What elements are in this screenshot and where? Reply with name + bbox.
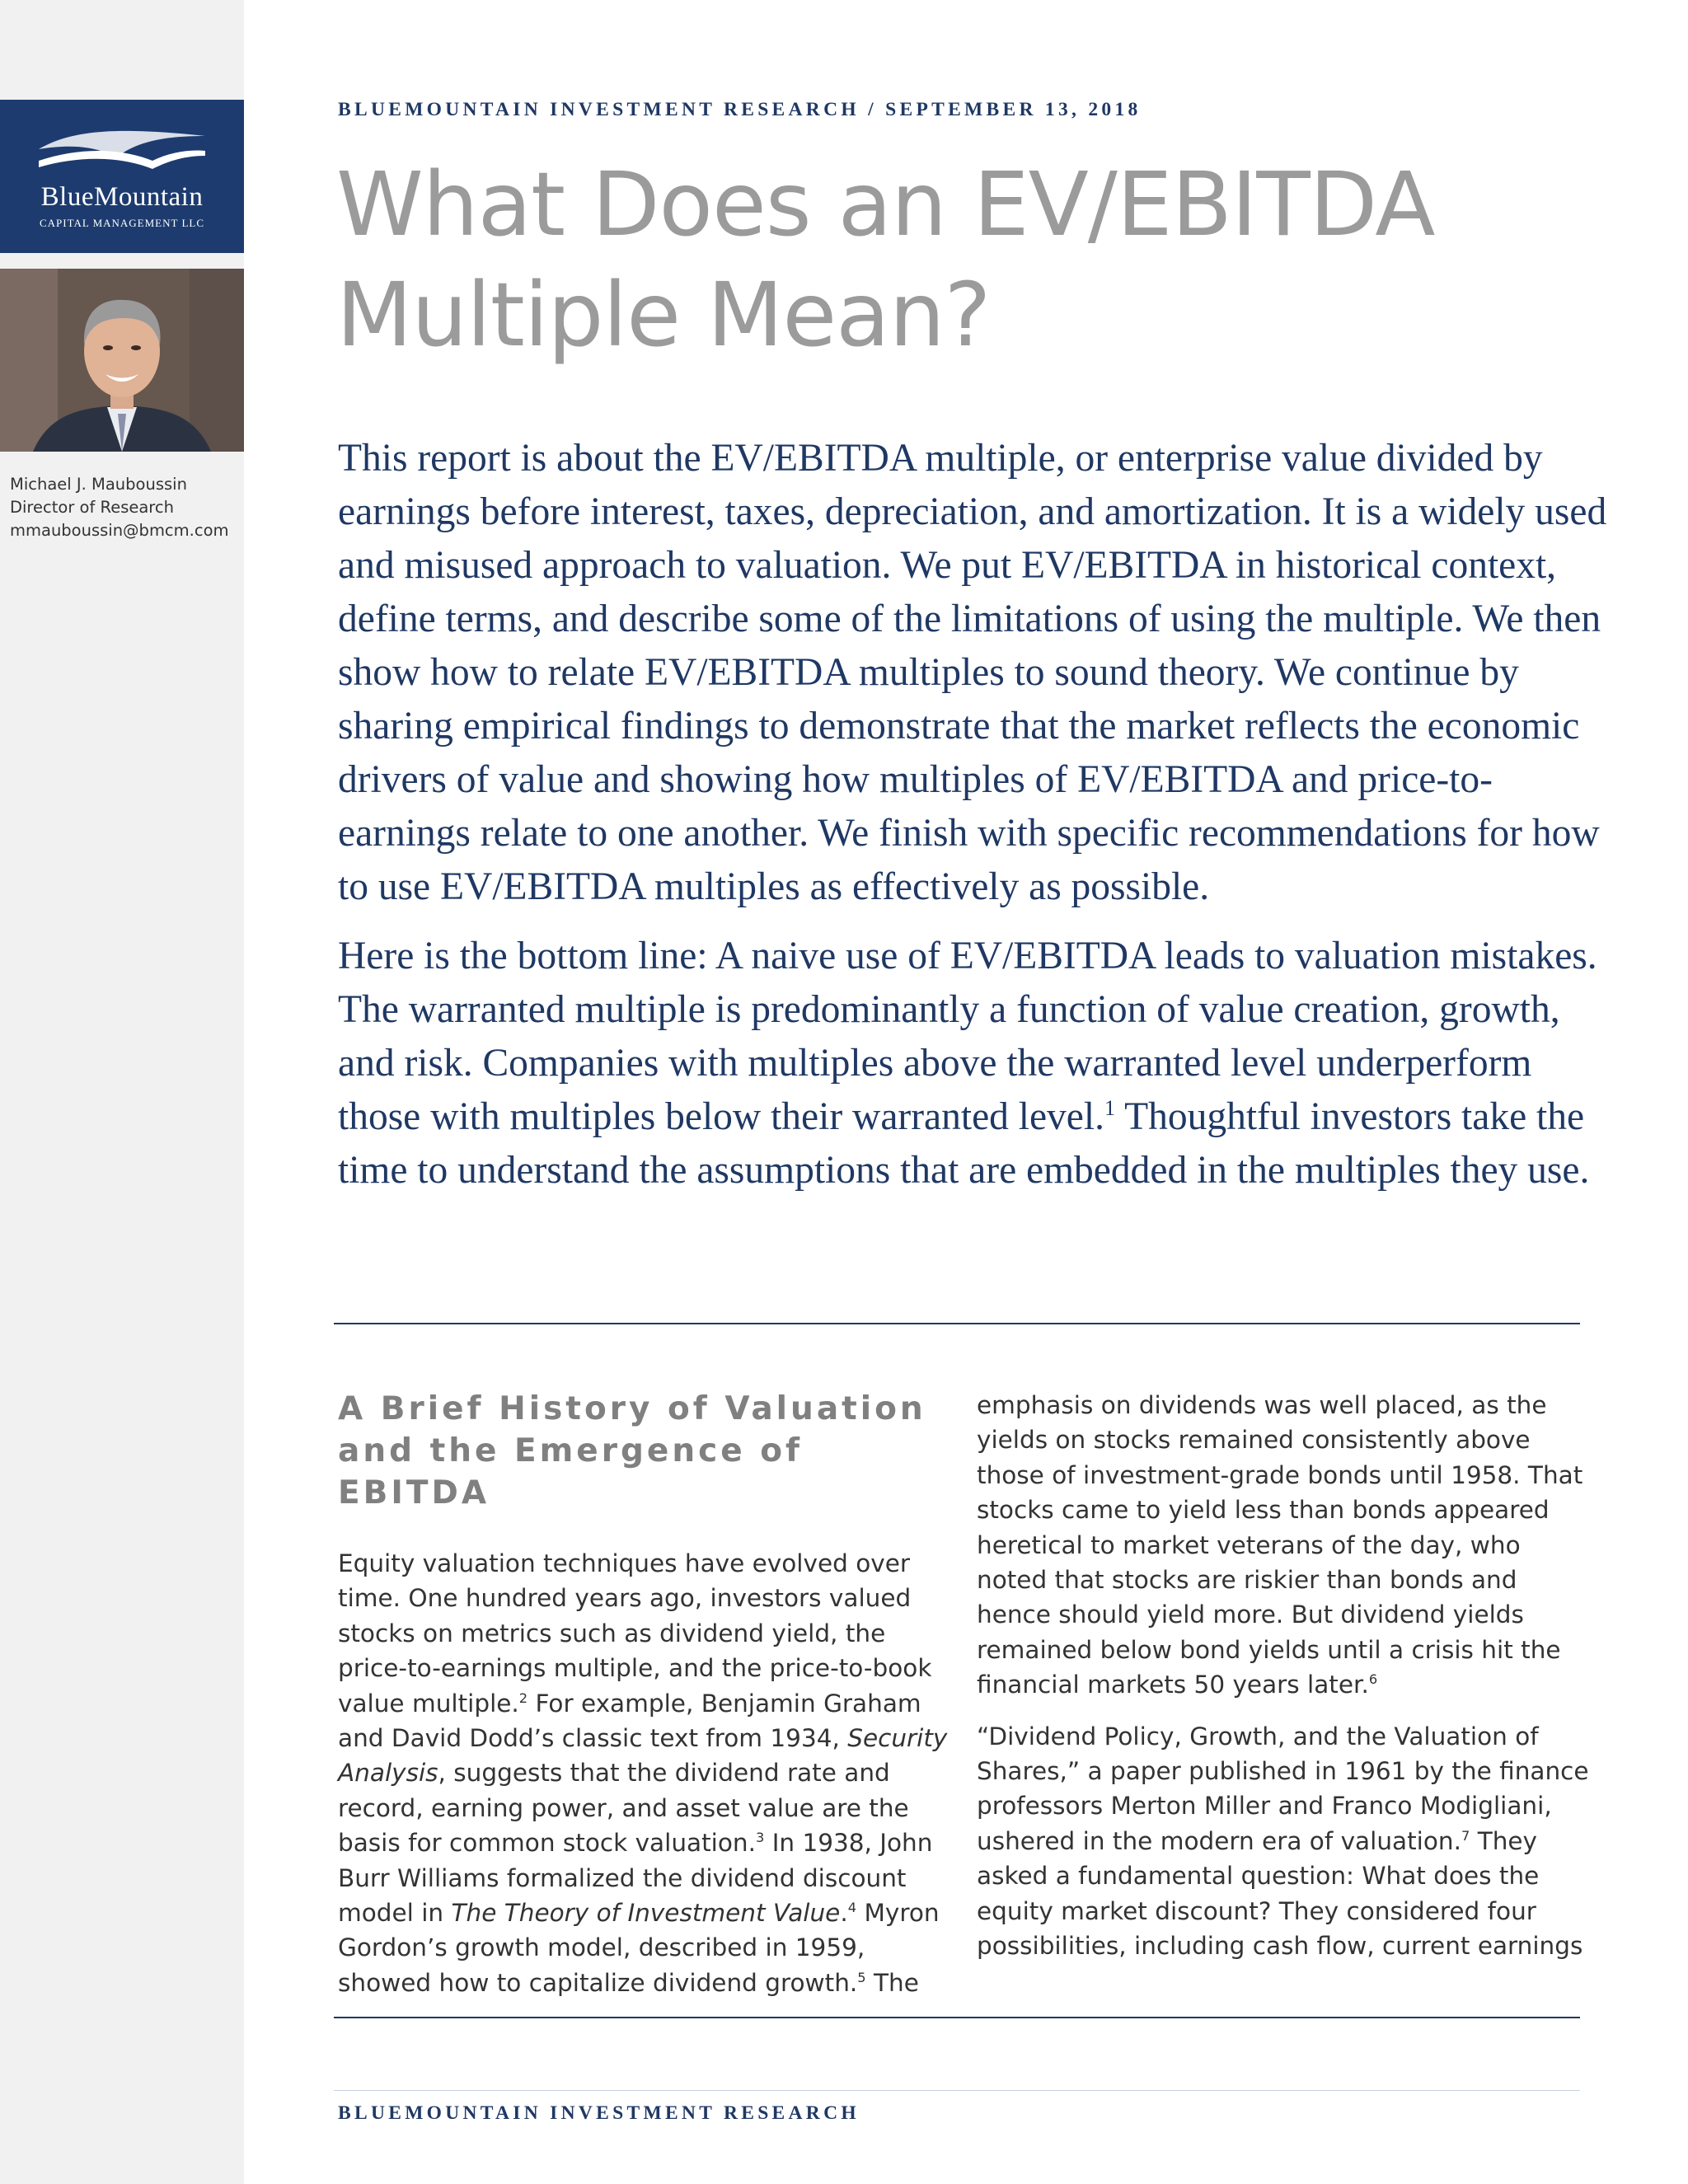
author-role: Director of Research	[10, 498, 174, 517]
book-title-theory-of-investment-value: The Theory of Investment Value	[451, 1899, 841, 1928]
abstract-paragraph-2	[338, 930, 1607, 1197]
book-title-security-analysis: Security Analysis	[338, 1724, 948, 1788]
footnote-ref-1[interactable]: 1	[1104, 1096, 1116, 1121]
report-header: BLUEMOUNTAIN INVESTMENT RESEARCH / SEPTEMBER 13, 2018	[338, 99, 1142, 120]
author-name: Michael J. Mauboussin	[10, 475, 187, 494]
sidebar	[0, 0, 244, 2184]
footnote-ref-7[interactable]: 7	[1461, 1828, 1470, 1844]
footnote-ref-2[interactable]: 2	[518, 1690, 528, 1706]
body-paragraph: emphasis on dividends was well placed, as the yields on stocks remained consistently above those of investment-grade bonds until 1958. That stocks came to yield less than bonds appeared heretical to market veterans of the day, who noted that stocks are riskier than bonds and hence should yield more. But dividend yields remained below bond yields until a crisis hit the financial markets 50 years later.$^6$	[977, 1391, 1583, 1699]
abstract-p2-end: Thoughtful investors take the time to understand the assumptions that are embedded in the multiples they use.	[338, 1095, 1590, 1192]
page-title	[336, 150, 1573, 371]
footnote-ref-4[interactable]: 4	[847, 1900, 857, 1916]
logo-name: BlueMountain	[40, 182, 204, 212]
author-block	[10, 473, 241, 542]
abstract	[338, 432, 1607, 1197]
section-heading: A Brief History of Valuation and the Emergence of EBITDA	[338, 1390, 926, 1511]
section-divider-top	[334, 1323, 1580, 1324]
footnote-ref-5[interactable]: 5	[857, 1970, 866, 1986]
body-paragraph: “Dividend Policy, Growth, and the Valuation of Shares,” a paper published in 1961 by the finance professors Merton Miller and Franco Modigliani, ushered in the modern era of valuation.$^7$ They asked a fundamental question: What does the equity market discount? They considered four possibilities, including cash flow, current earnings	[977, 1722, 1589, 1961]
footnote-ref-3[interactable]: 3	[755, 1830, 765, 1846]
mountain-logo-icon	[37, 124, 207, 176]
footer-divider	[334, 2090, 1580, 2091]
title-line-2: Multiple Mean?	[336, 265, 991, 367]
abstract-p2-text: Here is the bottom line: A naive use of EV/EBITDA leads to valuation mistakes. The warranted multiple is predominantly a function of value creation, growth, and risk. Companies with multiples above the warranted level underperform those with multiples below their warranted level.	[338, 935, 1597, 1138]
report-footer: BLUEMOUNTAIN INVESTMENT RESEARCH	[338, 2102, 860, 2124]
body-paragraph: Equity valuation techniques have evolved over time. One hundred years ago, investors valued stocks on metrics such as dividend yield, the price-to-earnings multiple, and the price-to-book value multiple.$^2$ For example, Benjamin Graham and David Dodd’s classic text from 1934, Security Analysis, suggests that the dividend rate and record, earning power, and asset value are the basis for common stock valuation.$^3$ In 1938, John Burr Williams formalized the dividend discount model in The Theory of Investment Value.$^4$ Myron Gordon’s growth model, described in 1959, showed how to capitalize dividend growth.$^5$ The	[338, 1549, 948, 1997]
body-column-right	[977, 1388, 1595, 1964]
logo-subtitle: CAPITAL MANAGEMENT LLC	[39, 217, 205, 229]
section-divider-bottom	[334, 2017, 1580, 2018]
title-line-1: What Does an EV/EBITDA	[336, 154, 1435, 256]
abstract-paragraph-1: This report is about the EV/EBITDA multiple, or enterprise value divided by earnings before interest, taxes, depreciation, and amortization. It is a widely used and misused approach to valuation. We put EV/EBITDA in historical context, define terms, and describe some of the limitations of using the multiple. We then show how to relate EV/EBITDA multiples to sound theory. We continue by sharing empirical findings to demonstrate that the market reflects the economic drivers of value and showing how multiples of EV/EBITDA and price-to-earnings relate to one another. We finish with specific recommendations for how to use EV/EBITDA multiples as effectively as possible.	[338, 437, 1607, 908]
footnote-ref-6[interactable]: 6	[1368, 1671, 1378, 1688]
company-logo	[0, 100, 244, 253]
body-column-left	[338, 1388, 948, 2000]
author-email[interactable]: mmauboussin@bmcm.com	[10, 521, 229, 540]
author-photo	[0, 269, 244, 452]
